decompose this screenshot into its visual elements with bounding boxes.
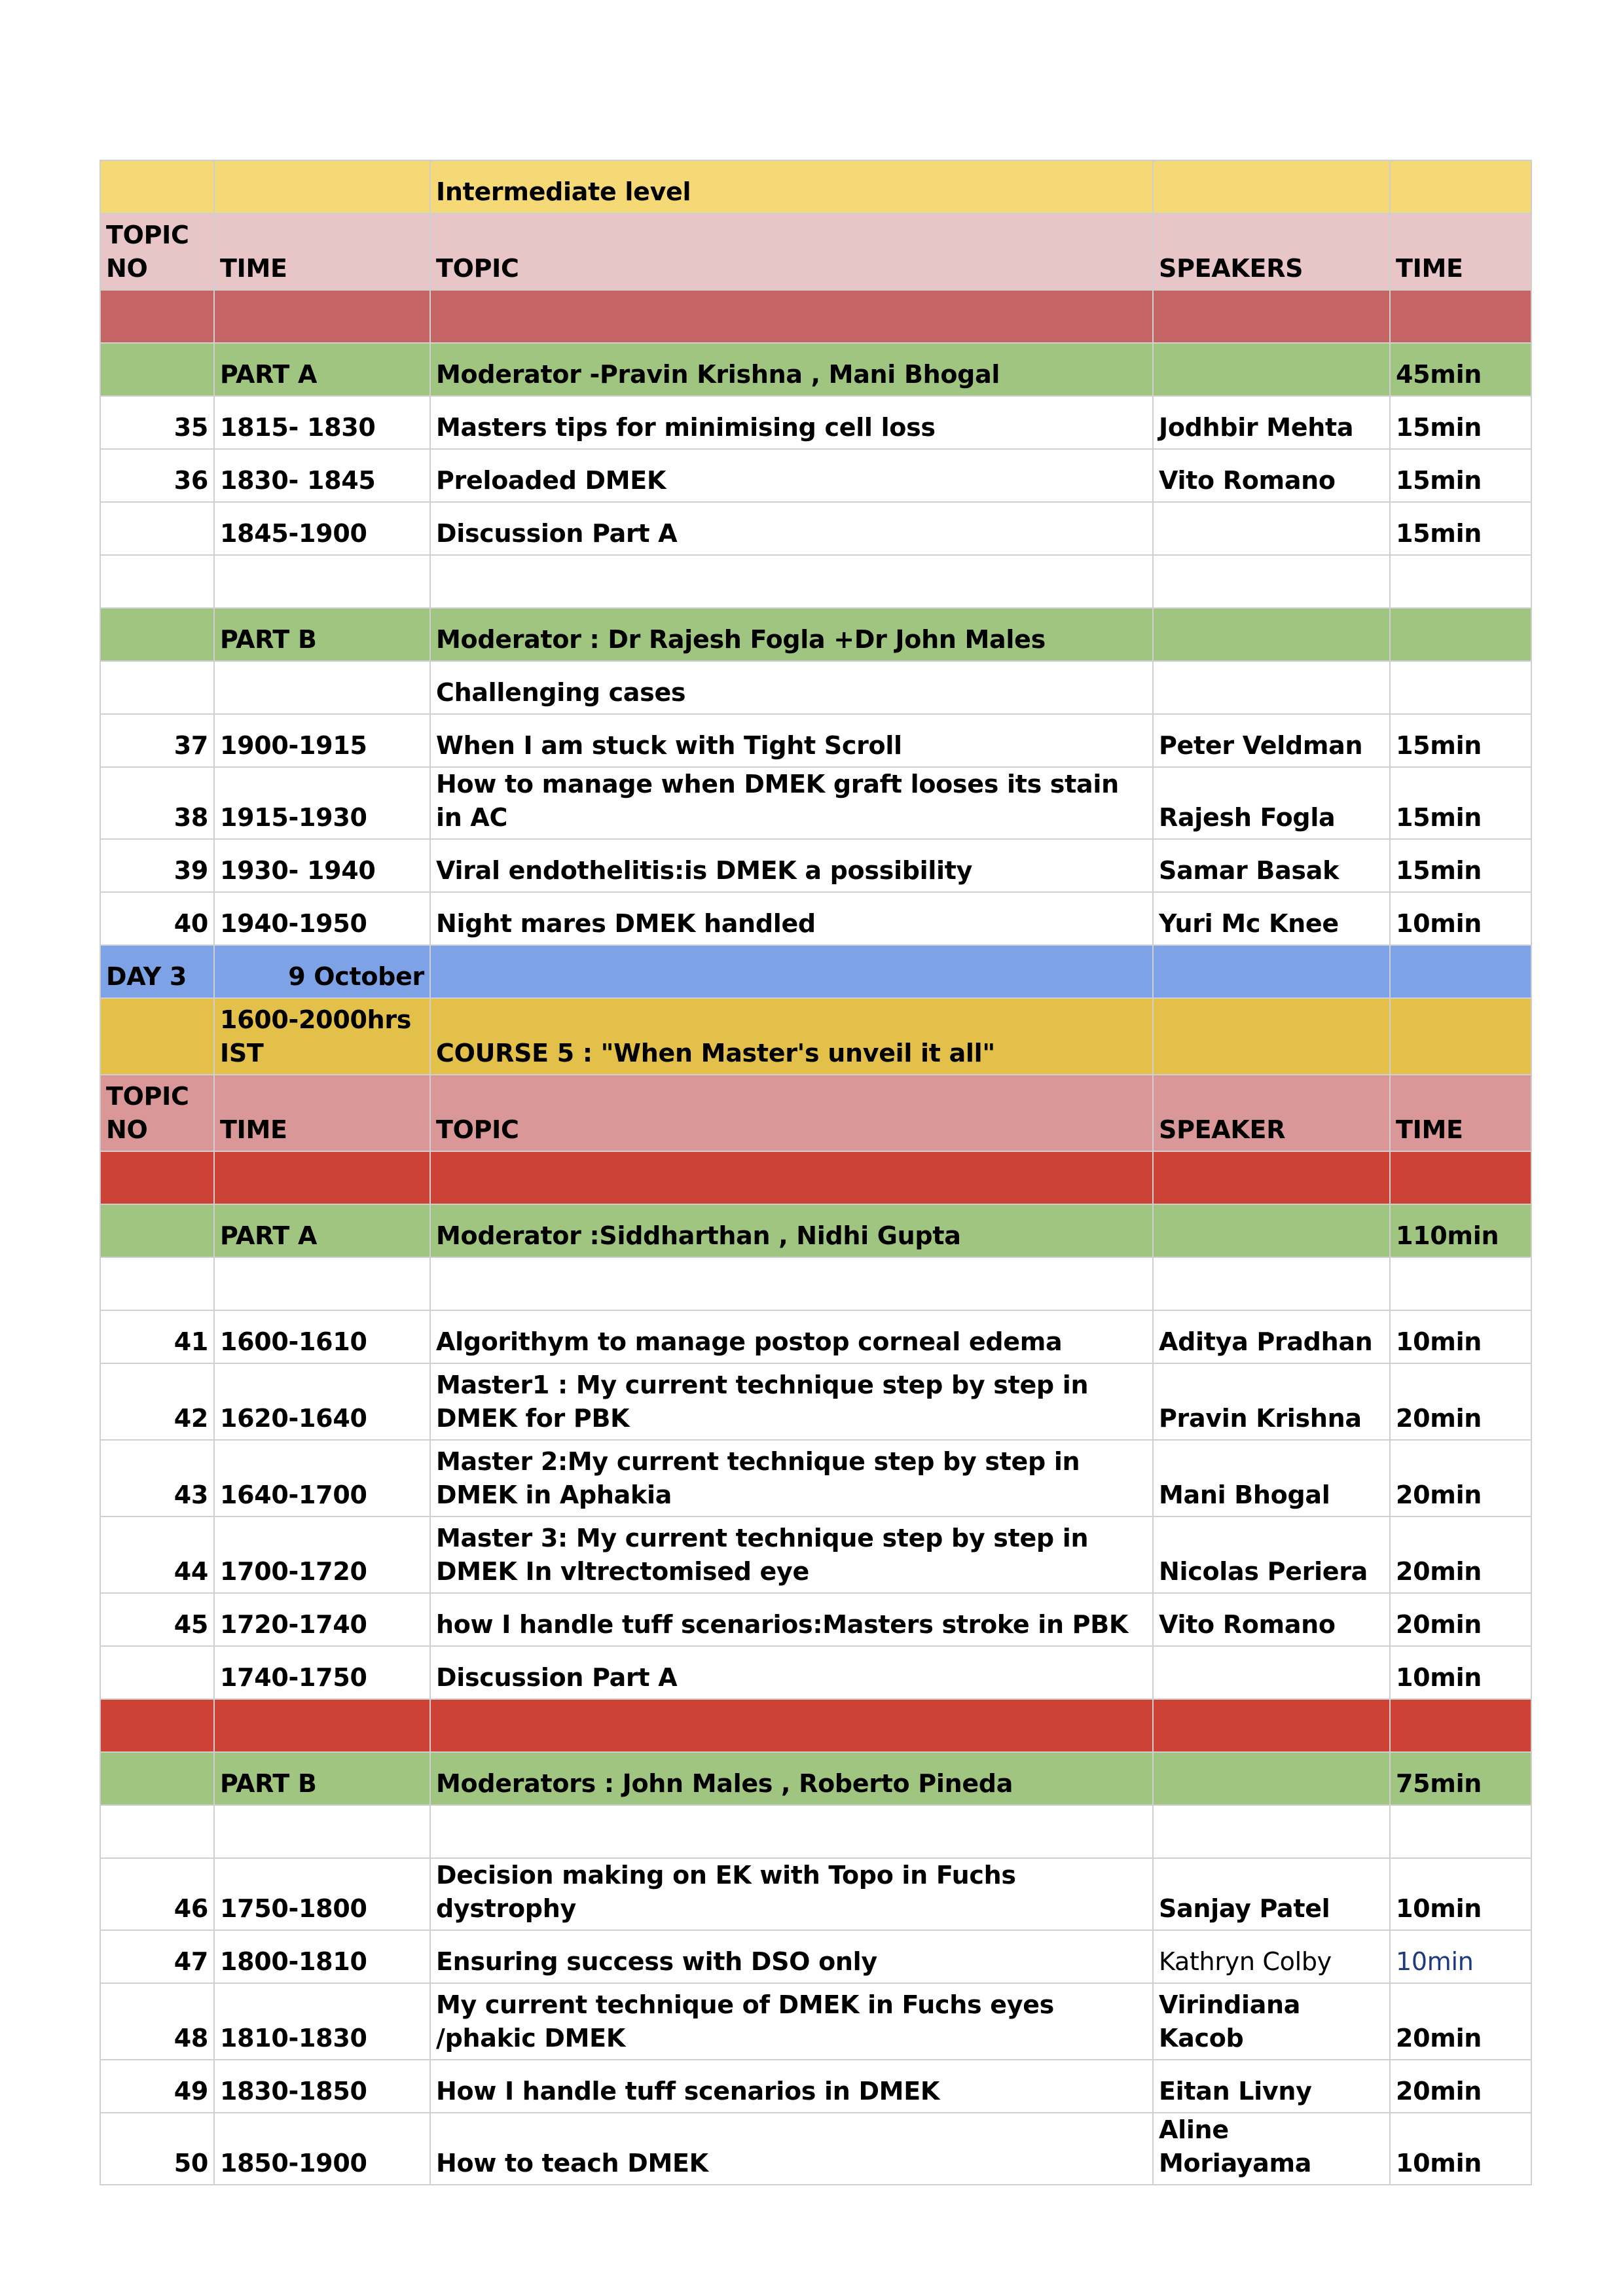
table-row — [100, 1516, 1531, 1593]
topic-no-cell: TOPIC NO — [100, 1075, 214, 1151]
speaker-cell — [1153, 502, 1390, 555]
time-cell: 1600-1610 — [214, 1310, 430, 1363]
topic-no-cell: 48 — [100, 1983, 214, 2060]
topic-no-cell — [100, 661, 214, 714]
topic-cell — [430, 555, 1153, 608]
speaker-cell: Kathryn Colby — [1153, 1930, 1390, 1983]
table-row — [100, 502, 1531, 555]
duration-cell: TIME — [1390, 1075, 1531, 1151]
duration-cell: 20min — [1390, 1516, 1531, 1593]
speaker-cell: Samar Basak — [1153, 839, 1390, 892]
speaker-cell: Vito Romano — [1153, 1593, 1390, 1646]
topic-cell: How to manage when DMEK graft looses its stain in AC — [430, 767, 1153, 839]
duration-cell: 110min — [1390, 1204, 1531, 1257]
duration-cell: 15min — [1390, 714, 1531, 767]
table-row — [100, 998, 1531, 1075]
table-row — [100, 1440, 1531, 1516]
topic-no-cell — [100, 1805, 214, 1858]
time-cell: 1600-2000hrs IST — [214, 998, 430, 1075]
topic-no-cell: 36 — [100, 449, 214, 502]
speaker-cell: Yuri Mc Knee — [1153, 892, 1390, 945]
speaker-cell — [1153, 661, 1390, 714]
time-cell — [214, 1257, 430, 1310]
time-cell: 1930- 1940 — [214, 839, 430, 892]
table-row — [100, 1363, 1531, 1440]
duration-cell — [1390, 661, 1531, 714]
topic-cell — [430, 1151, 1153, 1204]
duration-cell — [1390, 290, 1531, 343]
topic-cell — [430, 1699, 1153, 1752]
speaker-cell — [1153, 1257, 1390, 1310]
duration-cell — [1390, 608, 1531, 661]
speaker-cell — [1153, 290, 1390, 343]
topic-no-cell — [100, 1699, 214, 1752]
topic-cell: Decision making on EK with Topo in Fuchs dystrophy — [430, 1858, 1153, 1930]
topic-no-cell: 40 — [100, 892, 214, 945]
speaker-cell: Vito Romano — [1153, 449, 1390, 502]
topic-no-cell — [100, 1752, 214, 1805]
table-row — [100, 555, 1531, 608]
time-cell: 1800-1810 — [214, 1930, 430, 1983]
duration-cell — [1390, 555, 1531, 608]
topic-no-cell: 50 — [100, 2113, 214, 2185]
topic-cell: Moderator :Siddharthan , Nidhi Gupta — [430, 1204, 1153, 1257]
topic-cell: COURSE 5 : "When Master's unveil it all" — [430, 998, 1153, 1075]
table-row — [100, 945, 1531, 998]
topic-no-cell: 38 — [100, 767, 214, 839]
time-cell — [214, 160, 430, 213]
topic-cell: Challenging cases — [430, 661, 1153, 714]
table-row — [100, 1646, 1531, 1699]
topic-no-cell: 35 — [100, 396, 214, 449]
table-row — [100, 1257, 1531, 1310]
time-cell — [214, 555, 430, 608]
time-cell: PART B — [214, 1752, 430, 1805]
table-row — [100, 396, 1531, 449]
table-row — [100, 1593, 1531, 1646]
duration-cell: 10min — [1390, 1310, 1531, 1363]
table-row — [100, 608, 1531, 661]
duration-cell: TIME — [1390, 213, 1531, 290]
duration-cell: 45min — [1390, 343, 1531, 396]
topic-no-cell — [100, 1257, 214, 1310]
topic-no-cell — [100, 1151, 214, 1204]
time-cell: 1940-1950 — [214, 892, 430, 945]
speaker-cell: Aditya Pradhan — [1153, 1310, 1390, 1363]
time-cell: 1620-1640 — [214, 1363, 430, 1440]
speaker-cell — [1153, 998, 1390, 1075]
time-cell: 1720-1740 — [214, 1593, 430, 1646]
topic-cell — [430, 945, 1153, 998]
duration-cell — [1390, 160, 1531, 213]
topic-no-cell — [100, 343, 214, 396]
time-cell: TIME — [214, 213, 430, 290]
topic-cell — [430, 1805, 1153, 1858]
speaker-cell: Peter Veldman — [1153, 714, 1390, 767]
table-row — [100, 1805, 1531, 1858]
topic-cell: Discussion Part A — [430, 1646, 1153, 1699]
table-row — [100, 1983, 1531, 2060]
duration-cell: 10min — [1390, 1646, 1531, 1699]
topic-cell: Moderator : Dr Rajesh Fogla +Dr John Males — [430, 608, 1153, 661]
duration-cell — [1390, 945, 1531, 998]
speaker-cell: Jodhbir Mehta — [1153, 396, 1390, 449]
duration-cell: 20min — [1390, 1593, 1531, 1646]
speaker-cell: Mani Bhogal — [1153, 1440, 1390, 1516]
time-cell: 1830-1850 — [214, 2060, 430, 2113]
speaker-cell — [1153, 1699, 1390, 1752]
topic-no-cell: 49 — [100, 2060, 214, 2113]
topic-cell: My current technique of DMEK in Fuchs eyes /phakic DMEK — [430, 1983, 1153, 2060]
duration-cell — [1390, 1257, 1531, 1310]
speaker-cell — [1153, 608, 1390, 661]
time-cell: 1830- 1845 — [214, 449, 430, 502]
duration-cell: 15min — [1390, 839, 1531, 892]
time-cell: 1845-1900 — [214, 502, 430, 555]
topic-cell: Masters tips for minimising cell loss — [430, 396, 1153, 449]
topic-cell: how I handle tuff scenarios:Masters stroke in PBK — [430, 1593, 1153, 1646]
time-cell — [214, 1151, 430, 1204]
table-row — [100, 213, 1531, 290]
topic-no-cell: 47 — [100, 1930, 214, 1983]
topic-no-cell — [100, 608, 214, 661]
table-row — [100, 767, 1531, 839]
table-row — [100, 714, 1531, 767]
table-row — [100, 1075, 1531, 1151]
topic-no-cell: 39 — [100, 839, 214, 892]
topic-cell — [430, 1257, 1153, 1310]
topic-no-cell — [100, 502, 214, 555]
time-cell: 1700-1720 — [214, 1516, 430, 1593]
speaker-cell — [1153, 160, 1390, 213]
table-row — [100, 839, 1531, 892]
duration-cell — [1390, 998, 1531, 1075]
topic-no-cell: 42 — [100, 1363, 214, 1440]
duration-cell: 15min — [1390, 396, 1531, 449]
speaker-cell: Aline Moriayama — [1153, 2113, 1390, 2185]
topic-cell: TOPIC — [430, 1075, 1153, 1151]
speaker-cell: Pravin Krishna — [1153, 1363, 1390, 1440]
duration-cell: 10min — [1390, 1930, 1531, 1983]
duration-cell: 10min — [1390, 892, 1531, 945]
time-cell: 1640-1700 — [214, 1440, 430, 1516]
duration-cell: 20min — [1390, 1440, 1531, 1516]
topic-no-cell: 46 — [100, 1858, 214, 1930]
schedule-table — [100, 160, 1532, 2185]
speaker-cell — [1153, 1204, 1390, 1257]
topic-cell: Viral endothelitis:is DMEK a possibility — [430, 839, 1153, 892]
duration-cell: 75min — [1390, 1752, 1531, 1805]
topic-cell: How to teach DMEK — [430, 2113, 1153, 2185]
table-row — [100, 290, 1531, 343]
time-cell: 1750-1800 — [214, 1858, 430, 1930]
time-cell — [214, 290, 430, 343]
topic-cell: Ensuring success with DSO only — [430, 1930, 1153, 1983]
topic-cell: Moderators : John Males , Roberto Pineda — [430, 1752, 1153, 1805]
time-cell: 1900-1915 — [214, 714, 430, 767]
topic-cell: Discussion Part A — [430, 502, 1153, 555]
table-row — [100, 1752, 1531, 1805]
table-row — [100, 661, 1531, 714]
topic-cell: How I handle tuff scenarios in DMEK — [430, 2060, 1153, 2113]
topic-cell: Night mares DMEK handled — [430, 892, 1153, 945]
duration-cell: 20min — [1390, 1983, 1531, 2060]
table-row — [100, 1151, 1531, 1204]
speaker-cell: SPEAKERS — [1153, 213, 1390, 290]
time-cell: 9 October — [214, 945, 430, 998]
duration-cell: 20min — [1390, 1363, 1531, 1440]
table-row — [100, 1930, 1531, 1983]
duration-cell: 10min — [1390, 2113, 1531, 2185]
speaker-cell: Nicolas Periera — [1153, 1516, 1390, 1593]
topic-no-cell: 44 — [100, 1516, 214, 1593]
table-row — [100, 1204, 1531, 1257]
topic-no-cell: TOPIC NO — [100, 213, 214, 290]
time-cell: PART A — [214, 1204, 430, 1257]
duration-cell: 10min — [1390, 1858, 1531, 1930]
topic-cell: Moderator -Pravin Krishna , Mani Bhogal — [430, 343, 1153, 396]
time-cell: TIME — [214, 1075, 430, 1151]
duration-cell: 15min — [1390, 449, 1531, 502]
table-row — [100, 449, 1531, 502]
time-cell — [214, 1699, 430, 1752]
speaker-cell: Rajesh Fogla — [1153, 767, 1390, 839]
topic-no-cell: 45 — [100, 1593, 214, 1646]
speaker-cell — [1153, 945, 1390, 998]
speaker-cell: Sanjay Patel — [1153, 1858, 1390, 1930]
topic-cell: Intermediate level — [430, 160, 1153, 213]
table-row — [100, 2113, 1531, 2185]
topic-no-cell: 41 — [100, 1310, 214, 1363]
topic-no-cell — [100, 1204, 214, 1257]
topic-no-cell — [100, 1646, 214, 1699]
topic-no-cell: DAY 3 — [100, 945, 214, 998]
duration-cell: 15min — [1390, 502, 1531, 555]
duration-cell — [1390, 1151, 1531, 1204]
duration-cell — [1390, 1805, 1531, 1858]
table-row — [100, 2060, 1531, 2113]
time-cell: 1810-1830 — [214, 1983, 430, 2060]
topic-no-cell — [100, 998, 214, 1075]
table-row — [100, 160, 1531, 213]
topic-no-cell — [100, 555, 214, 608]
topic-no-cell: 43 — [100, 1440, 214, 1516]
table-row — [100, 343, 1531, 396]
speaker-cell — [1153, 1805, 1390, 1858]
topic-no-cell — [100, 290, 214, 343]
speaker-cell: Eitan Livny — [1153, 2060, 1390, 2113]
topic-cell: Algorithym to manage postop corneal edema — [430, 1310, 1153, 1363]
table-row — [100, 1858, 1531, 1930]
schedule-body — [100, 160, 1531, 2185]
topic-cell: Master 3: My current technique step by step in DMEK In vltrectomised eye — [430, 1516, 1153, 1593]
topic-no-cell — [100, 160, 214, 213]
time-cell: 1815- 1830 — [214, 396, 430, 449]
time-cell: 1740-1750 — [214, 1646, 430, 1699]
time-cell: 1915-1930 — [214, 767, 430, 839]
table-row — [100, 1699, 1531, 1752]
topic-cell: TOPIC — [430, 213, 1153, 290]
time-cell: PART A — [214, 343, 430, 396]
speaker-cell — [1153, 1151, 1390, 1204]
duration-cell: 20min — [1390, 2060, 1531, 2113]
table-row — [100, 1310, 1531, 1363]
topic-cell: Master 2:My current technique step by step in DMEK in Aphakia — [430, 1440, 1153, 1516]
topic-cell: Preloaded DMEK — [430, 449, 1153, 502]
topic-cell — [430, 290, 1153, 343]
duration-cell — [1390, 1699, 1531, 1752]
time-cell — [214, 1805, 430, 1858]
time-cell: PART B — [214, 608, 430, 661]
time-cell — [214, 661, 430, 714]
speaker-cell — [1153, 343, 1390, 396]
speaker-cell — [1153, 1752, 1390, 1805]
speaker-cell — [1153, 1646, 1390, 1699]
speaker-cell — [1153, 555, 1390, 608]
topic-no-cell: 37 — [100, 714, 214, 767]
time-cell: 1850-1900 — [214, 2113, 430, 2185]
speaker-cell: Virindiana Kacob — [1153, 1983, 1390, 2060]
topic-cell: Master1 : My current technique step by step in DMEK for PBK — [430, 1363, 1153, 1440]
duration-cell: 15min — [1390, 767, 1531, 839]
speaker-cell: SPEAKER — [1153, 1075, 1390, 1151]
topic-cell: When I am stuck with Tight Scroll — [430, 714, 1153, 767]
table-row — [100, 892, 1531, 945]
